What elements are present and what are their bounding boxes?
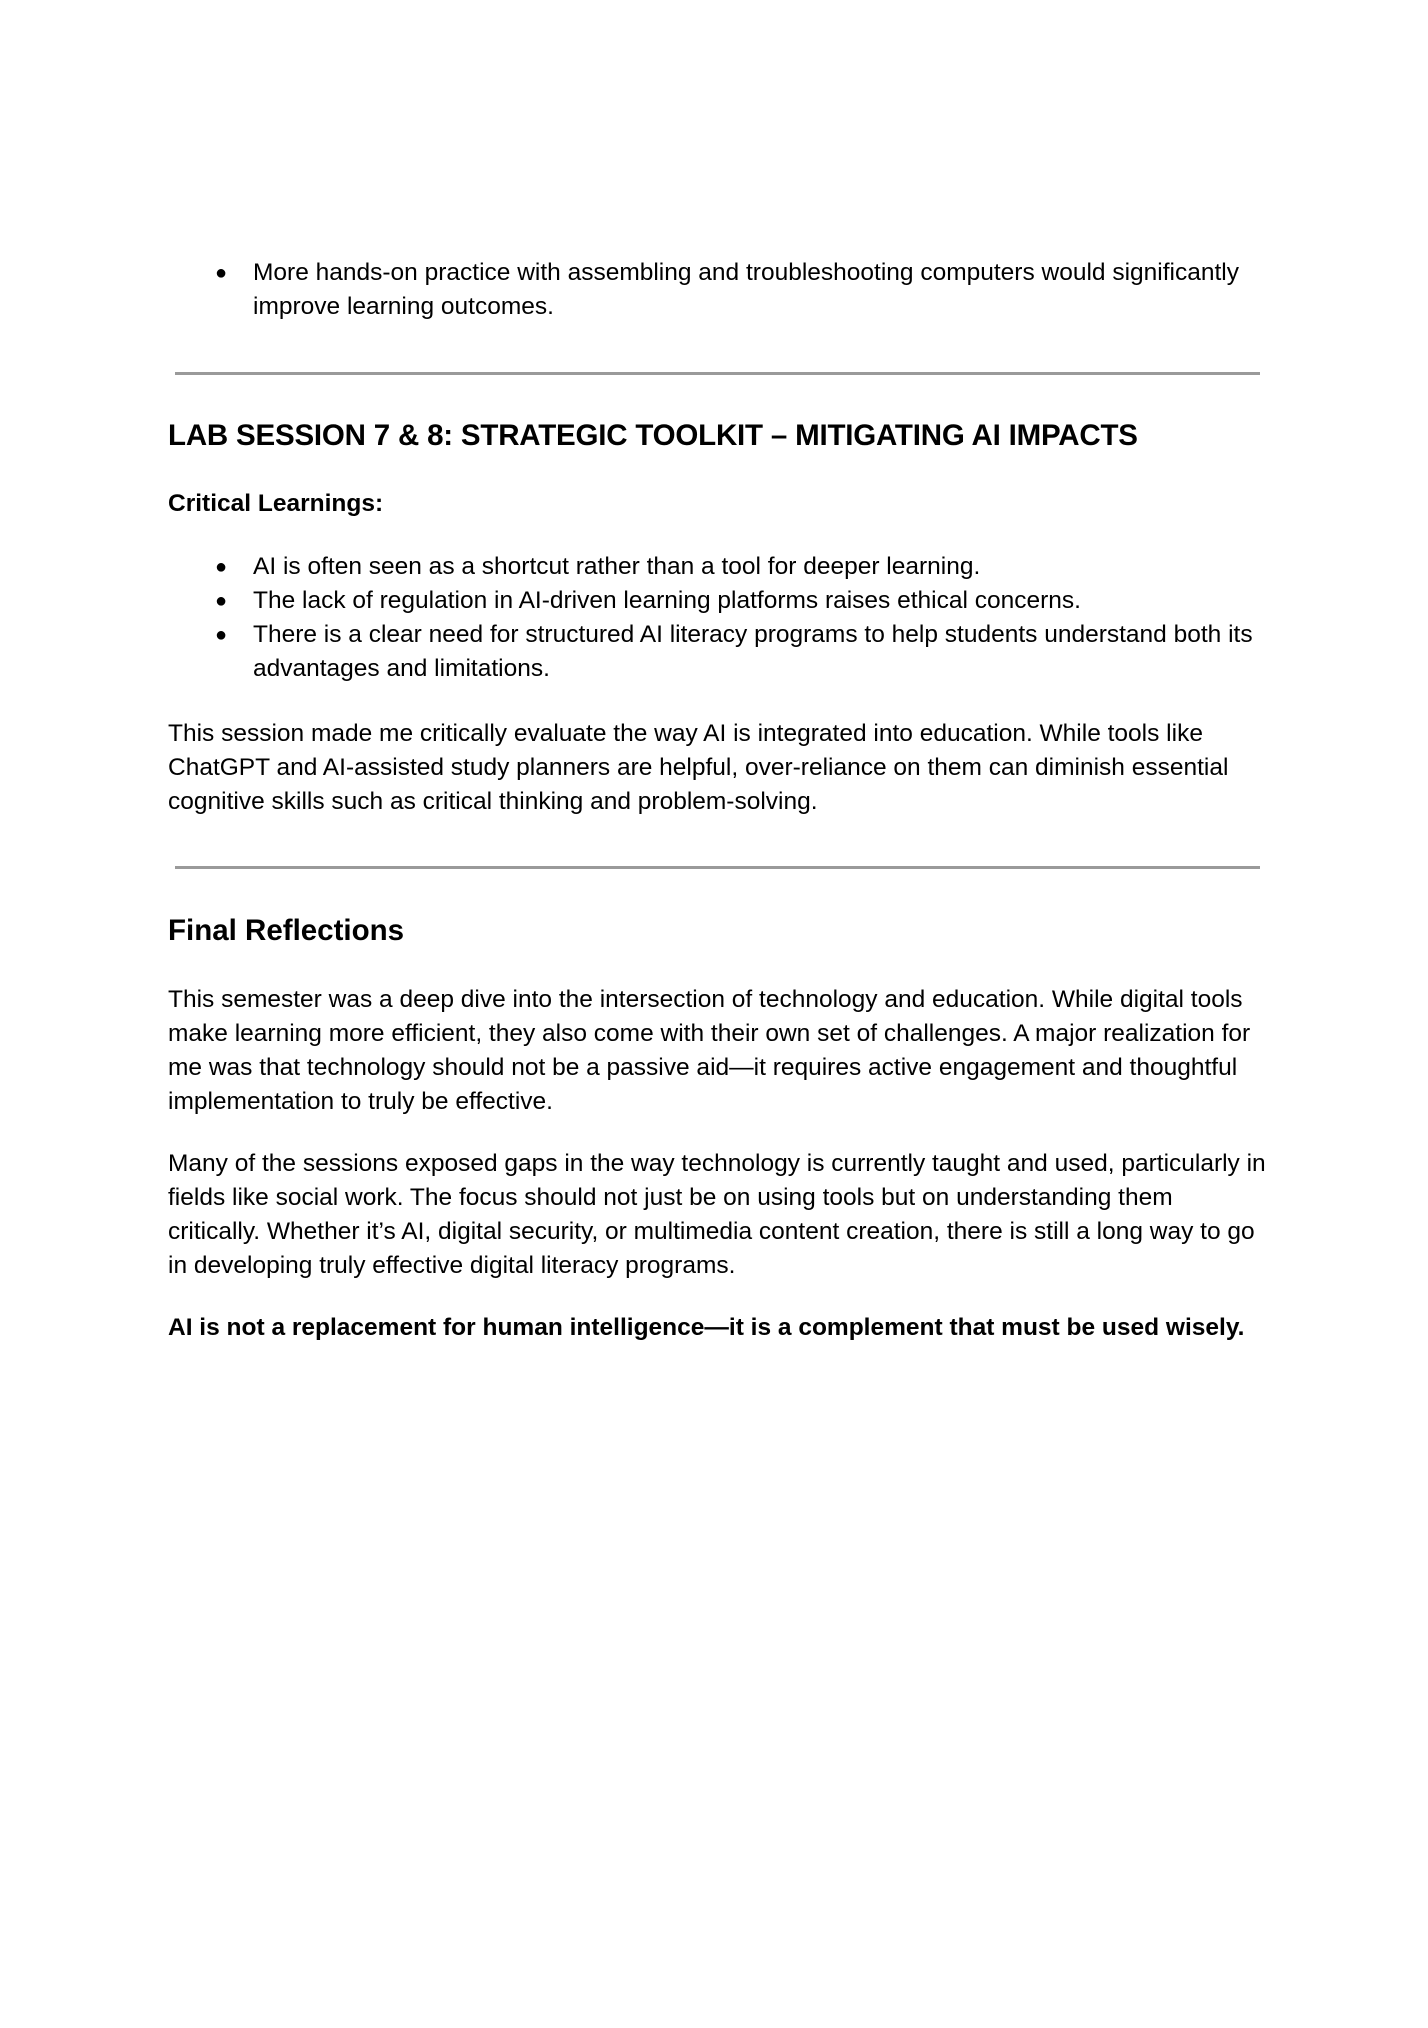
bullet-text: More hands-on practice with assembling and troubleshooting computers would significantly improve learning outcomes. bbox=[253, 259, 1239, 320]
list-item bbox=[168, 584, 1253, 618]
final-reflections-heading: Final Reflections bbox=[168, 914, 405, 947]
lab-session-heading: LAB SESSION 7 & 8: STRATEGIC TOOLKIT – MITIGATING AI IMPACTS bbox=[168, 419, 1138, 452]
bullet-text: AI is often seen as a shortcut rather than a tool for deeper learning. bbox=[253, 553, 981, 580]
closing-statement: AI is not a replacement for human intelligence—it is a complement that must be used wisely. bbox=[168, 1314, 1245, 1341]
list-item bbox=[168, 550, 1253, 584]
section-divider bbox=[175, 372, 1260, 375]
lab-session-paragraph: This session made me critically evaluate the way AI is integrated into education. While tools like ChatGPT and AI-assisted study planners are helpful, over-reliance on them can diminish essential cognitive skills such as critical thinking and problem-solving. bbox=[168, 720, 1229, 815]
bullet-icon: ● bbox=[215, 590, 228, 612]
bullet-icon: ● bbox=[215, 624, 228, 646]
top-bullet-list bbox=[168, 256, 1253, 324]
critical-learnings-heading: Critical Learnings: bbox=[168, 490, 384, 517]
bullet-icon: ● bbox=[215, 556, 228, 578]
bullet-icon: ● bbox=[215, 262, 228, 284]
final-paragraph-1: This semester was a deep dive into the intersection of technology and education. While digital tools make learning more efficient, they also come with their own set of challenges. A major realization for me was that technology should not be a passive aid—it requires active engagement and thoughtful implementation to truly be effective. bbox=[168, 986, 1251, 1115]
list-item bbox=[168, 618, 1253, 686]
bullet-text: The lack of regulation in AI-driven learning platforms raises ethical concerns. bbox=[253, 587, 1081, 614]
final-paragraph-2: Many of the sessions exposed gaps in the way technology is currently taught and used, particularly in fields like social work. The focus should not just be on using tools but on understanding them critically. Whether it’s AI, digital security, or multimedia content creation, there is still a long way to go in developing truly effective digital literacy programs. bbox=[168, 1150, 1266, 1279]
section-divider bbox=[175, 866, 1260, 869]
list-item bbox=[168, 256, 1253, 324]
critical-learnings-list bbox=[168, 550, 1253, 686]
bullet-text: There is a clear need for structured AI literacy programs to help students understand both its advantages and limitations. bbox=[253, 621, 1253, 682]
